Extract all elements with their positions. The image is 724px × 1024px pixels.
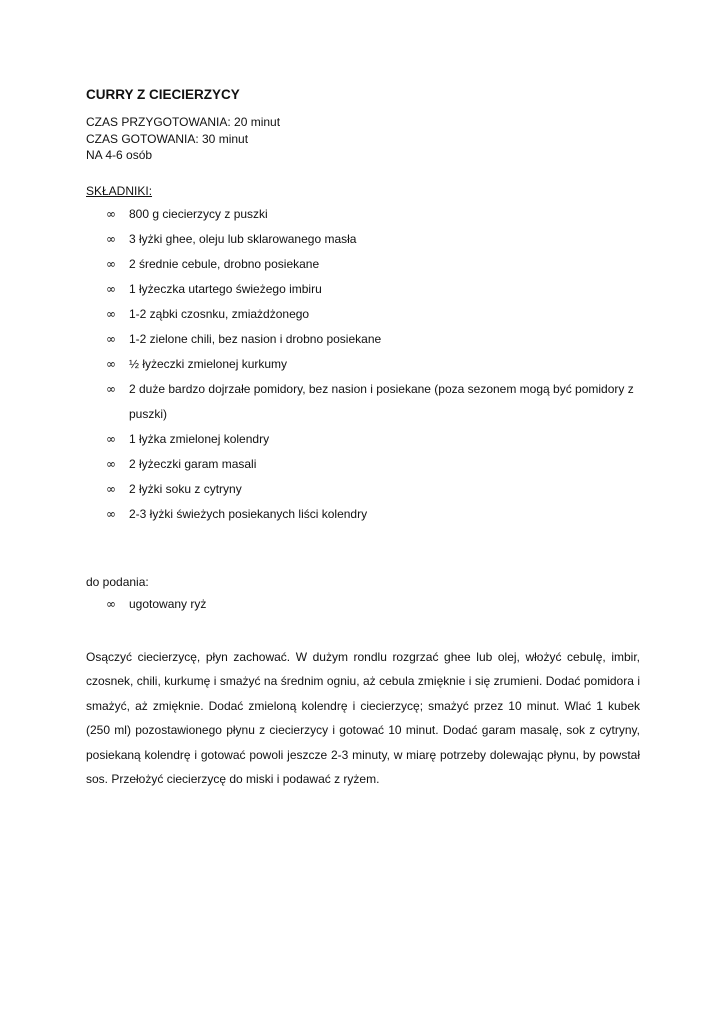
- ingredient-text: 2 łyżeczki garam masali: [129, 456, 257, 471]
- ingredients-heading: SKŁADNIKI:: [86, 183, 153, 198]
- ingredient-text: 1-2 ząbki czosnku, zmiażdżonego: [129, 306, 310, 321]
- ingredient-text: 2-3 łyżki świeżych posiekanych liści kolendry: [129, 506, 368, 521]
- infinity-bullet-icon: ∞: [106, 356, 116, 371]
- serving-heading: do podania:: [86, 574, 149, 589]
- ingredient-text: 2 duże bardzo dojrzałe pomidory, bez nasion i posiekane (poza sezonem mogą być pomidory z puszki): [129, 381, 634, 421]
- infinity-bullet-icon: ∞: [106, 231, 116, 246]
- list-item: [86, 302, 640, 327]
- list-item: [86, 477, 640, 502]
- infinity-bullet-icon: ∞: [106, 281, 116, 296]
- list-item: [86, 252, 640, 277]
- ingredient-text: ½ łyżeczki zmielonej kurkumy: [129, 356, 288, 371]
- list-item: [86, 452, 640, 477]
- infinity-bullet-icon: ∞: [106, 381, 116, 396]
- infinity-bullet-icon: ∞: [106, 206, 116, 221]
- list-item: [86, 502, 640, 527]
- ingredient-text: 1 łyżeczka utartego świeżego imbiru: [129, 281, 322, 296]
- infinity-bullet-icon: ∞: [106, 596, 116, 611]
- cook-time: CZAS GOTOWANIA: 30 minut: [86, 131, 249, 146]
- list-item: [86, 352, 640, 377]
- list-item: [86, 377, 640, 427]
- prep-time: CZAS PRZYGOTOWANIA: 20 minut: [86, 115, 281, 129]
- list-item: [86, 427, 640, 452]
- ingredient-text: 1-2 zielone chili, bez nasion i drobno posiekane: [129, 331, 382, 346]
- list-item: [86, 327, 640, 352]
- infinity-bullet-icon: ∞: [106, 331, 116, 346]
- list-item: [86, 594, 640, 614]
- serving-text: ugotowany ryż: [129, 596, 207, 611]
- ingredient-text: 2 średnie cebule, drobno posiekane: [129, 256, 320, 271]
- infinity-bullet-icon: ∞: [106, 456, 116, 471]
- list-item: [86, 277, 640, 302]
- ingredient-text: 1 łyżka zmielonej kolendry: [129, 431, 270, 446]
- ingredient-text: 3 łyżki ghee, oleju lub sklarowanego masła: [129, 231, 357, 246]
- document-page: [86, 86, 640, 792]
- infinity-bullet-icon: ∞: [106, 256, 116, 271]
- ingredients-list: [86, 202, 640, 527]
- ingredient-text: 800 g ciecierzycy z puszki: [129, 206, 268, 221]
- recipe-title: CURRY Z CIECIERZYCY: [86, 87, 240, 102]
- instructions-paragraph: Osączyć ciecierzycę, płyn zachować. W dużym rondlu rozgrzać ghee lub olej, włożyć cebulę, imbir, czosnek, chili, kurkumę i smażyć na średnim ogniu, aż cebula zmięknie i się zrumieni. Dodać pomidora i smażyć, aż zmięknie. Dodać zmieloną kolendrę i ciecierzycę; smażyć przez 10 minut. Wlać 1 kubek (250 ml) pozostawionego płynu z ciecierzycy i gotować 10 minut. Dodać garam masalę, sok z cytryny, posiekaną kolendrę i gotować powoli jeszcze 2-3 minuty, w miarę potrzeby dolewając płynu, by powstał sos. Przełożyć ciecierzycę do miski i podawać z ryżem.: [86, 649, 640, 786]
- serving-list: [86, 594, 640, 614]
- list-item: [86, 227, 640, 252]
- list-item: [86, 202, 640, 227]
- infinity-bullet-icon: ∞: [106, 431, 116, 446]
- infinity-bullet-icon: ∞: [106, 306, 116, 321]
- infinity-bullet-icon: ∞: [106, 506, 116, 521]
- servings: NA 4-6 osób: [86, 148, 153, 162]
- ingredient-text: 2 łyżki soku z cytryny: [129, 481, 242, 496]
- infinity-bullet-icon: ∞: [106, 481, 116, 496]
